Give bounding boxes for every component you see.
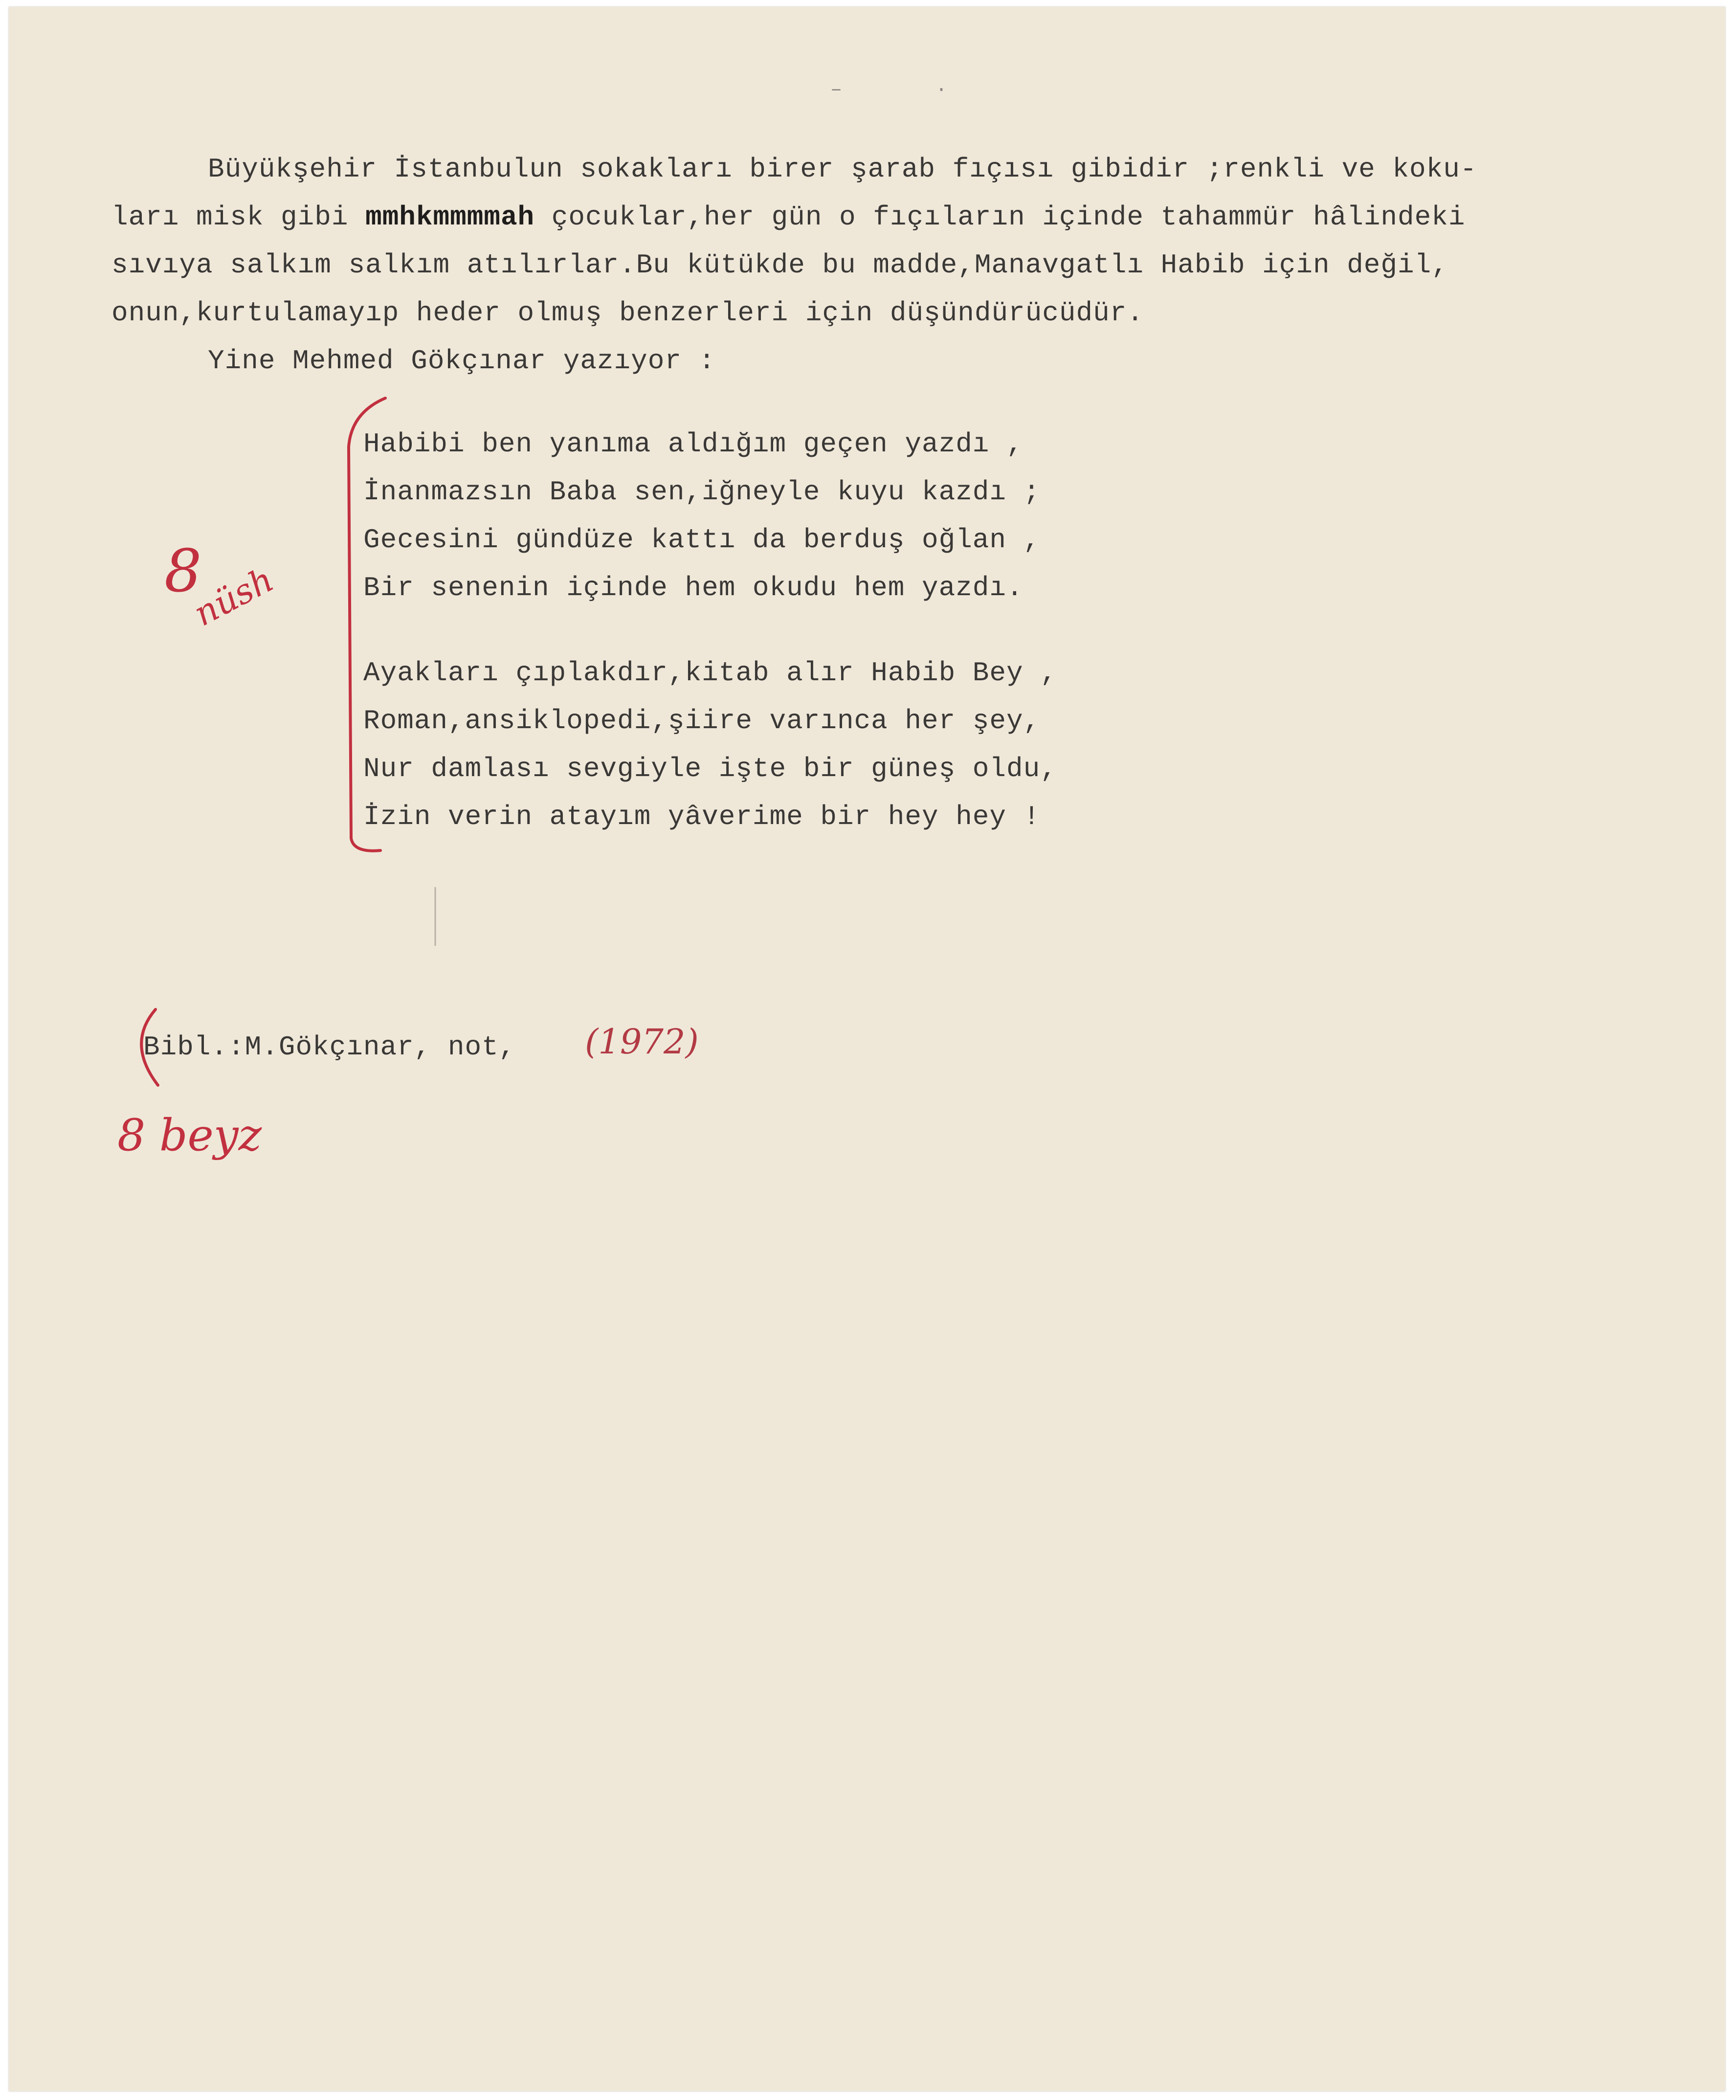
bibliography-open-paren bbox=[141, 1009, 158, 1085]
red-bracket bbox=[349, 398, 385, 851]
struck-out-text: mmhkmmmmah bbox=[365, 201, 535, 233]
pen-marks bbox=[9, 7, 1725, 2091]
paragraph-line-2-start: ları misk gibi bbox=[111, 201, 366, 233]
paragraph-line-4: onun,kurtulamayıp heder olmuş benzerleri için düşündürücüdür. bbox=[111, 297, 1144, 329]
document-page bbox=[9, 7, 1725, 2091]
paragraph-line-1: Büyükşehir İstanbulun sokakları birer şarab fıçısı gibidir ;renkli ve koku- bbox=[208, 154, 1477, 185]
paragraph-line-3: sıvıya salkım salkım atılırlar.Bu kütükde bu madde,Manavgatlı Habib için değil, bbox=[111, 249, 1448, 281]
poem-stanza1-line-4: Bir senenin içinde hem okudu hem yazdı. bbox=[363, 572, 1024, 603]
speck-mark: – bbox=[830, 79, 843, 101]
bibliography-year: (1972) bbox=[585, 1022, 699, 1062]
margin-number-annotation: 8 bbox=[164, 537, 202, 605]
poem-stanza2-line-3: Nur damlası sevgiyle işte bir güneş oldu, bbox=[363, 753, 1057, 784]
poem-stanza2-line-1: Ayakları çıplakdır,kitab alır Habib Bey , bbox=[363, 657, 1057, 689]
poem-stanza2-line-4: İzin verin atayım yâverime bir hey hey ! bbox=[363, 801, 1041, 832]
bibliography-text: Bibl.:M.Gökçınar, not, bbox=[143, 1031, 516, 1063]
poem-stanza1-line-1: Habibi ben yanıma aldığım geçen yazdı , bbox=[363, 428, 1024, 460]
paragraph-line-5: Yine Mehmed Gökçınar yazıyor : bbox=[208, 345, 716, 377]
poem-stanza1-line-2: İnanmazsın Baba sen,iğneyle kuyu kazdı ; bbox=[363, 476, 1041, 508]
bottom-note-annotation: 8 beyz bbox=[117, 1110, 262, 1161]
margin-word-annotation: nüsh bbox=[187, 559, 280, 634]
speck-mark: · bbox=[935, 79, 948, 101]
paragraph-line-2-end: çocuklar,her gün o fıçıların içinde tahammür hâlindeki bbox=[534, 201, 1466, 233]
poem-stanza2-line-2: Roman,ansiklopedi,şiire varınca her şey, bbox=[363, 705, 1041, 737]
poem-stanza1-line-3: Gecesini gündüze kattı da berduş oğlan , bbox=[363, 524, 1041, 556]
